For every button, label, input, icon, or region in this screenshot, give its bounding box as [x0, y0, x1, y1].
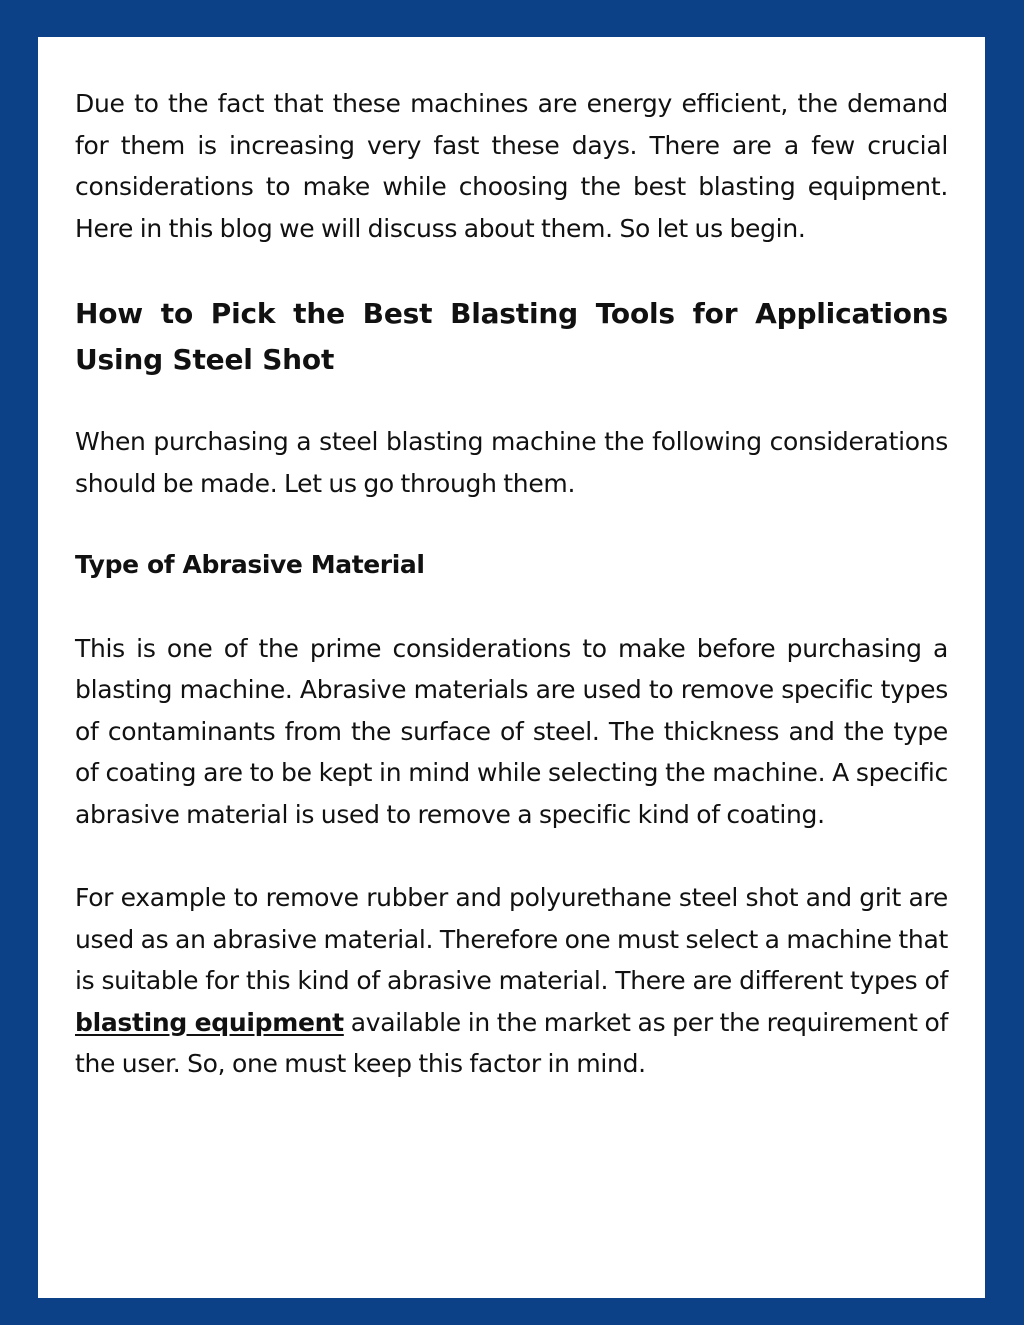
section-heading: How to Pick the Best Blasting Tools for Applications Using Steel Shot — [75, 297, 948, 376]
document-page — [38, 37, 985, 1298]
blasting-equipment-link[interactable]: blasting equipment — [75, 1007, 344, 1037]
subheading-abrasive-material: Type of Abrasive Material — [75, 550, 425, 579]
purchase-paragraph: When purchasing a steel blasting machine the following considerations should be made. Let us go through them. — [75, 427, 948, 498]
example-text-before-link: For example to remove rubber and polyurethane steel shot and grit are used as an abrasive material. Therefore one must select a machine that is suitable for this kind of abrasive material. There are different types of — [75, 883, 948, 995]
example-text-after-link: available in the market as per the requirement of the user. So, one must keep this factor in mind. — [75, 1007, 948, 1078]
example-paragraph — [75, 877, 948, 1085]
intro-paragraph: Due to the fact that these machines are energy efficient, the demand for them is increasing very fast these days. There are a few crucial considerations to make while choosing the best blasting equipment. Here in this blog we will discuss about them. So let us begin. — [75, 89, 948, 243]
abrasive-paragraph: This is one of the prime considerations to make before purchasing a blasting machine. Abrasive materials are used to remove specific types of contaminants from the surface of steel. The thickness and the type of coating are to be kept in mind while selecting the machine. A specific abrasive material is used to remove a specific kind of coating. — [75, 633, 948, 829]
